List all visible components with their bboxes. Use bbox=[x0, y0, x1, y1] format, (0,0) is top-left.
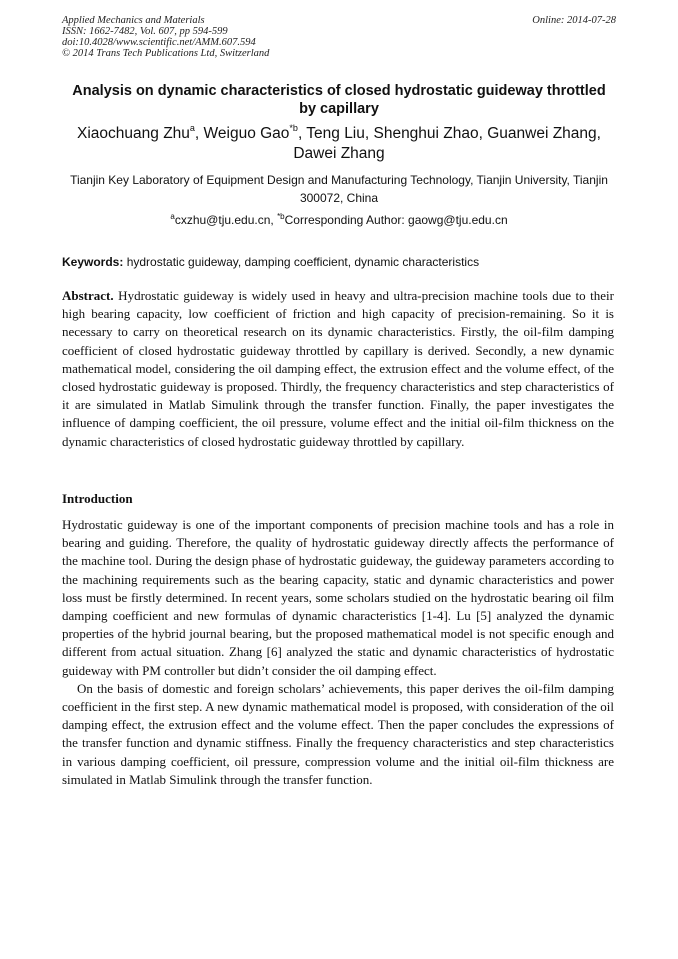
keywords bbox=[62, 254, 616, 270]
journal-copyright: © 2014 Trans Tech Publications Ltd, Switzerland bbox=[62, 48, 270, 59]
author-list bbox=[62, 124, 616, 164]
abstract-text: Hydrostatic guideway is widely used in heavy and ultra-precision machine tools due to their high bearing capacity, low coefficient of friction and high capacity of precision-remaining. So it is necessary to carry on theoretical research on its dynamic characteristics. Firstly, the oil-film damping coefficient of closed hydrostatic guideway throttled by capillary is derived. Secondly, a new dynamic mathematical model, considering the oil damping effect, the extrusion effect and the volume effect, of the closed hydrostatic guideway is proposed. Thirdly, the frequency characteristics and step characteristics of it are simulated in Matlab Simulink through the transfer function. Finally, the paper investigates the influence of damping coefficient, the oil pressure, volume effect and the initial oil-film thickness on the dynamic characteristics of closed hydrostatic guideway throttled by capillary. bbox=[62, 288, 614, 449]
intro-paragraph-1: Hydrostatic guideway is one of the important components of precision machine tools and has a role in bearing and guiding. Therefore, the quality of hydrostatic guideway directly affects the performance of the machine tool. During the design phase of hydrostatic guideway, the guideway parameters according to the machining requirements such as the bearing capacity, static and dynamic characteristics and power loss must be firstly determined. In recent years, some scholars studied on the hydrostatic bearing oil film damping coefficient and new formulas of dynamic characteristics [1-4]. Lu [5] analyzed the dynamic properties of the hybrid journal bearing, but the proposed mathematical model is not specific enough and different from actual situation. Zhang [6] analyzed the static and dynamic characteristics of hydrostatic guideway with PM controller but didn’t consider the oil damping effect. bbox=[62, 517, 614, 678]
online-date: Online: 2014-07-28 bbox=[532, 15, 616, 26]
abstract-label: Abstract. bbox=[62, 288, 114, 303]
journal-header bbox=[62, 15, 269, 59]
introduction-body bbox=[62, 516, 614, 789]
journal-name: Applied Mechanics and Materials bbox=[62, 15, 205, 26]
author-gao: , Weiguo Gao bbox=[194, 125, 290, 142]
author-zhu: Xiaochuang Zhu bbox=[77, 125, 190, 142]
journal-issn: ISSN: 1662-7482, Vol. 607, pp 594-599 bbox=[62, 26, 228, 37]
keywords-text: hydrostatic guideway, damping coefficient, dynamic characteristics bbox=[123, 255, 480, 269]
email-b: Corresponding Author: gaowg@tju.edu.cn bbox=[284, 213, 508, 227]
affiliation: Tianjin Key Laboratory of Equipment Design and Manufacturing Technology, Tianjin University, Tianjin 300072, China bbox=[70, 173, 608, 205]
keywords-label: Keywords: bbox=[62, 255, 124, 269]
email-a-mark: a bbox=[170, 212, 175, 221]
email-a: cxzhu@tju.edu.cn, bbox=[174, 213, 278, 227]
author-gao-affil-mark: *b bbox=[289, 123, 298, 133]
section-heading-introduction: Introduction bbox=[62, 491, 133, 506]
email-b-mark: *b bbox=[277, 212, 285, 221]
paper-title: Analysis on dynamic characteristics of closed hydrostatic guideway throttled by capillary bbox=[72, 83, 606, 117]
author-emails bbox=[62, 212, 616, 228]
abstract bbox=[62, 287, 614, 451]
intro-paragraph-2: On the basis of domestic and foreign scholars’ achievements, this paper derives the oil-film damping coefficient in the first step. A new dynamic mathematical model is proposed, with consideration of the oil damping effect, the extrusion effect and the volume effect. Then the paper concludes the expressions of the transfer function and dynamic stiffness. Finally the frequency characteristics and step characteristics in various damping coefficient, oil pressure, compression volume and the initial oil-film thickness are simulated in Matlab Simulink through the transfer function. bbox=[62, 680, 614, 787]
author-zhu-affil-mark: a bbox=[189, 123, 195, 133]
other-authors: , Teng Liu, Shenghui Zhao, Guanwei Zhang, Dawei Zhang bbox=[293, 125, 601, 162]
journal-doi: doi:10.4028/www.scientific.net/AMM.607.594 bbox=[62, 37, 256, 48]
